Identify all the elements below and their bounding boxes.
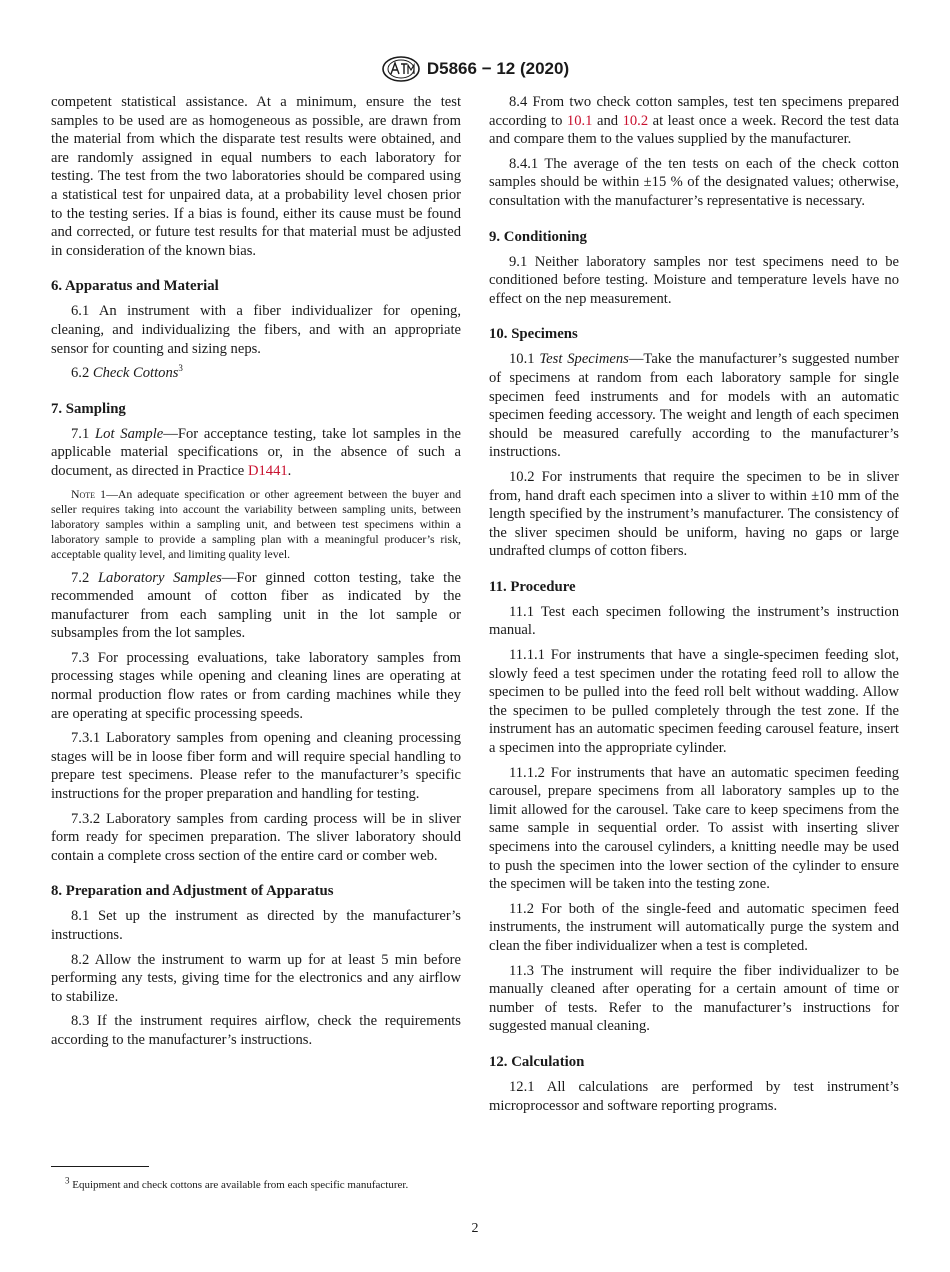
clause-title: Test Specimens (539, 351, 629, 368)
right-column (489, 93, 899, 1121)
clause-number: 6.2 (71, 365, 93, 382)
note-text: —An adequate specification or other agreement between the buyer and seller requires taking into account the variability between sampling units, between laboratory samples within a sampling unit, and between test specimens within a laboratory sample to provide a sampling plan with a meaningful producer’s risk, acceptable quality level, and limiting quality level. (51, 486, 461, 562)
footnote-divider (51, 1166, 149, 1167)
clause-text: at least once a week. Record the test data and compare them to the values supplied by the manufacturer. (489, 112, 900, 148)
reference-link-d1441[interactable]: D1441 (247, 462, 288, 479)
clause-text: —For acceptance testing, take lot samples in the applicable material specifications or, in the absence of such a document, as directed in Practice (51, 425, 462, 479)
paragraph-8-3: 8.3 If the instrument requires airflow, check the requirements according to the manufacturer’s instructions. (51, 1013, 461, 1048)
section-heading-6: 6. Apparatus and Material (51, 278, 219, 295)
reference-link-10-2[interactable]: 10.2 (622, 112, 649, 129)
paragraph-intro: competent statistical assistance. At a minimum, ensure the test samples to be used are as homogeneous as possible, are drawn from the material from which the disparate test results were obtained, and are randomly assigned in equal numbers to each laboratory for testing. The test from the two laboratories should be compared using a statistical test for unpaired data, at a probability level chosen prior to the testing series. If a bias is found, either its cause must be found and corrected, or future test results for that material must be adjusted in consideration of the known bias. (51, 94, 461, 259)
clause-title: Lot Sample (95, 425, 164, 442)
paragraph-7-1 (51, 425, 461, 481)
paragraph-7-3-2: 7.3.2 Laboratory samples from carding process will be in sliver form ready for specimen preparation. The sliver laboratory should contain a complete cross section of the entire card or comber web. (51, 810, 461, 864)
section-heading-7: 7. Sampling (51, 400, 126, 417)
left-column (51, 93, 461, 1056)
document-id: D5866 − 12 (2020) (426, 59, 570, 78)
paragraph-8-2: 8.2 Allow the instrument to warm up for at least 5 min before performing any tests, giving time for the electronics and any airflow to stabilize. (51, 951, 461, 1005)
paragraph-10-2: 10.2 For instruments that require the specimen to be in sliver from, hand draft each specimen into a sliver to within ±10 mm of the length specified by the instrument’s manufacturer. The consistency of the sliver specimen should be uniform, having no gaps or large undrafted clumps of cotton fibers. (489, 468, 899, 560)
clause-text: 8.4 From two check cotton samples, test ten specimens prepared according to (489, 94, 899, 129)
paragraph-11-1-2: 11.1.2 For instruments that have an automatic specimen feeding carousel, prepare specimens from all laboratory samples up to the limit allowed for the carousel. Take care to keep specimens from the same sample in sequential order. To assist with inserting sliver specimens into the carousel cylinders, a knitting needle may be used to push the specimen into the lower section of the cylinder to ensure the specimen will be taken into the testing zone. (489, 764, 899, 893)
clause-number: 10.1 (509, 351, 540, 368)
paragraph-9-1: 9.1 Neither laboratory samples nor test specimens need to be conditioned before testing. Moisture and temperature levels have no effect on the nep measurement. (489, 253, 899, 307)
paragraph-11-2: 11.2 For both of the single-feed and automatic specimen feed instruments, the instrument will automatically purge the system and clean the fiber individualizer when a test is completed. (489, 900, 899, 954)
footnote-3 (51, 1175, 471, 1192)
page-number: 2 (471, 1221, 479, 1236)
clause-text: —Take the manufacturer’s suggested number of specimens at random from each laboratory sample for single specimen feed instruments and for models with an automatic specimen feeding accessory. The weight and length of each specimen should be measured carefully according to the manufacturer’s instructions. (489, 351, 899, 461)
section-heading-8: 8. Preparation and Adjustment of Apparatus (51, 883, 334, 900)
paragraph-11-1-1: 11.1.1 For instruments that have a single-specimen feeding slot, slowly feed a test specimen under the rotating feed roll to allow the specimen to be pulled into the feed roll belt without wadding. Allow the specimen to be pulled completely through the test zone. If the instrument has an automatic specimen feeding carousel feature, insert a specimen into the appropriate cylinder. (489, 647, 899, 757)
paragraph-8-4-1: 8.4.1 The average of the ten tests on each of the check cotton samples should be within ±15 % of the designated values; otherwise, consultation with the manufacturer’s representative is necessary. (489, 155, 899, 209)
section-heading-12: 12. Calculation (489, 1053, 585, 1070)
paragraph-7-3: 7.3 For processing evaluations, take laboratory samples from processing stages while opening and cleaning lines are operating at normal production flow rates or from carding machines while they are operating at specific processing speeds. (51, 649, 461, 722)
clause-text: and (592, 112, 623, 129)
note-1 (51, 487, 461, 563)
paragraph-11-3: 11.3 The instrument will require the fiber individualizer to be manually cleaned after operating for a certain amount of time or number of tests. Refer to the manufacturer’s instructions for suggested manual cleaning. (489, 962, 899, 1035)
section-heading-9: 9. Conditioning (489, 228, 587, 245)
clause-title: Laboratory Samples (97, 569, 222, 586)
section-heading-11: 11. Procedure (489, 578, 576, 595)
section-heading-10: 10. Specimens (489, 326, 578, 343)
page-header (0, 56, 950, 82)
clause-text: —For ginned cotton testing, take the recommended amount of cotton fiber as indicated by the manufacturer from each sampling unit in the lot sample or subsamples from the lot samples. (51, 569, 461, 642)
clause-number: 7.2 (71, 569, 98, 586)
paragraph-7-3-1: 7.3.1 Laboratory samples from opening and cleaning processing stages will be in loose fiber form and will require special handling to prepare test specimens. Please refer to the manufacturer’s specific instructions for the proper preparation and handling for testing. (51, 730, 461, 803)
astm-logo-icon (381, 56, 421, 82)
footnote-marker[interactable]: 3 (178, 363, 183, 374)
note-label: Note 1 (71, 486, 107, 501)
paragraph-8-4 (489, 93, 899, 149)
paragraph-6-2 (51, 364, 461, 383)
paragraph-12-1: 12.1 All calculations are performed by test instrument’s microprocessor and software reporting programs. (489, 1078, 899, 1114)
paragraph-7-2 (51, 569, 461, 643)
clause-number: 7.1 (71, 425, 96, 442)
reference-link-10-1[interactable]: 10.1 (566, 112, 593, 129)
footnote-number: 3 (65, 1175, 70, 1186)
clause-end: . (287, 462, 292, 479)
paragraph-10-1 (489, 350, 899, 462)
clause-title: Check Cottons (92, 365, 179, 382)
paragraph-8-1: 8.1 Set up the instrument as directed by the manufacturer’s instructions. (51, 908, 461, 944)
paragraph-6-1: 6.1 An instrument with a fiber individualizer for opening, cleaning, and individualizing the fibers, and with an appropriate sensor for counting and sizing neps. (51, 303, 461, 357)
footnote-text: Equipment and check cottons are available from each specific manufacturer. (69, 1179, 409, 1191)
paragraph-11-1: 11.1 Test each specimen following the instrument’s instruction manual. (489, 603, 899, 639)
